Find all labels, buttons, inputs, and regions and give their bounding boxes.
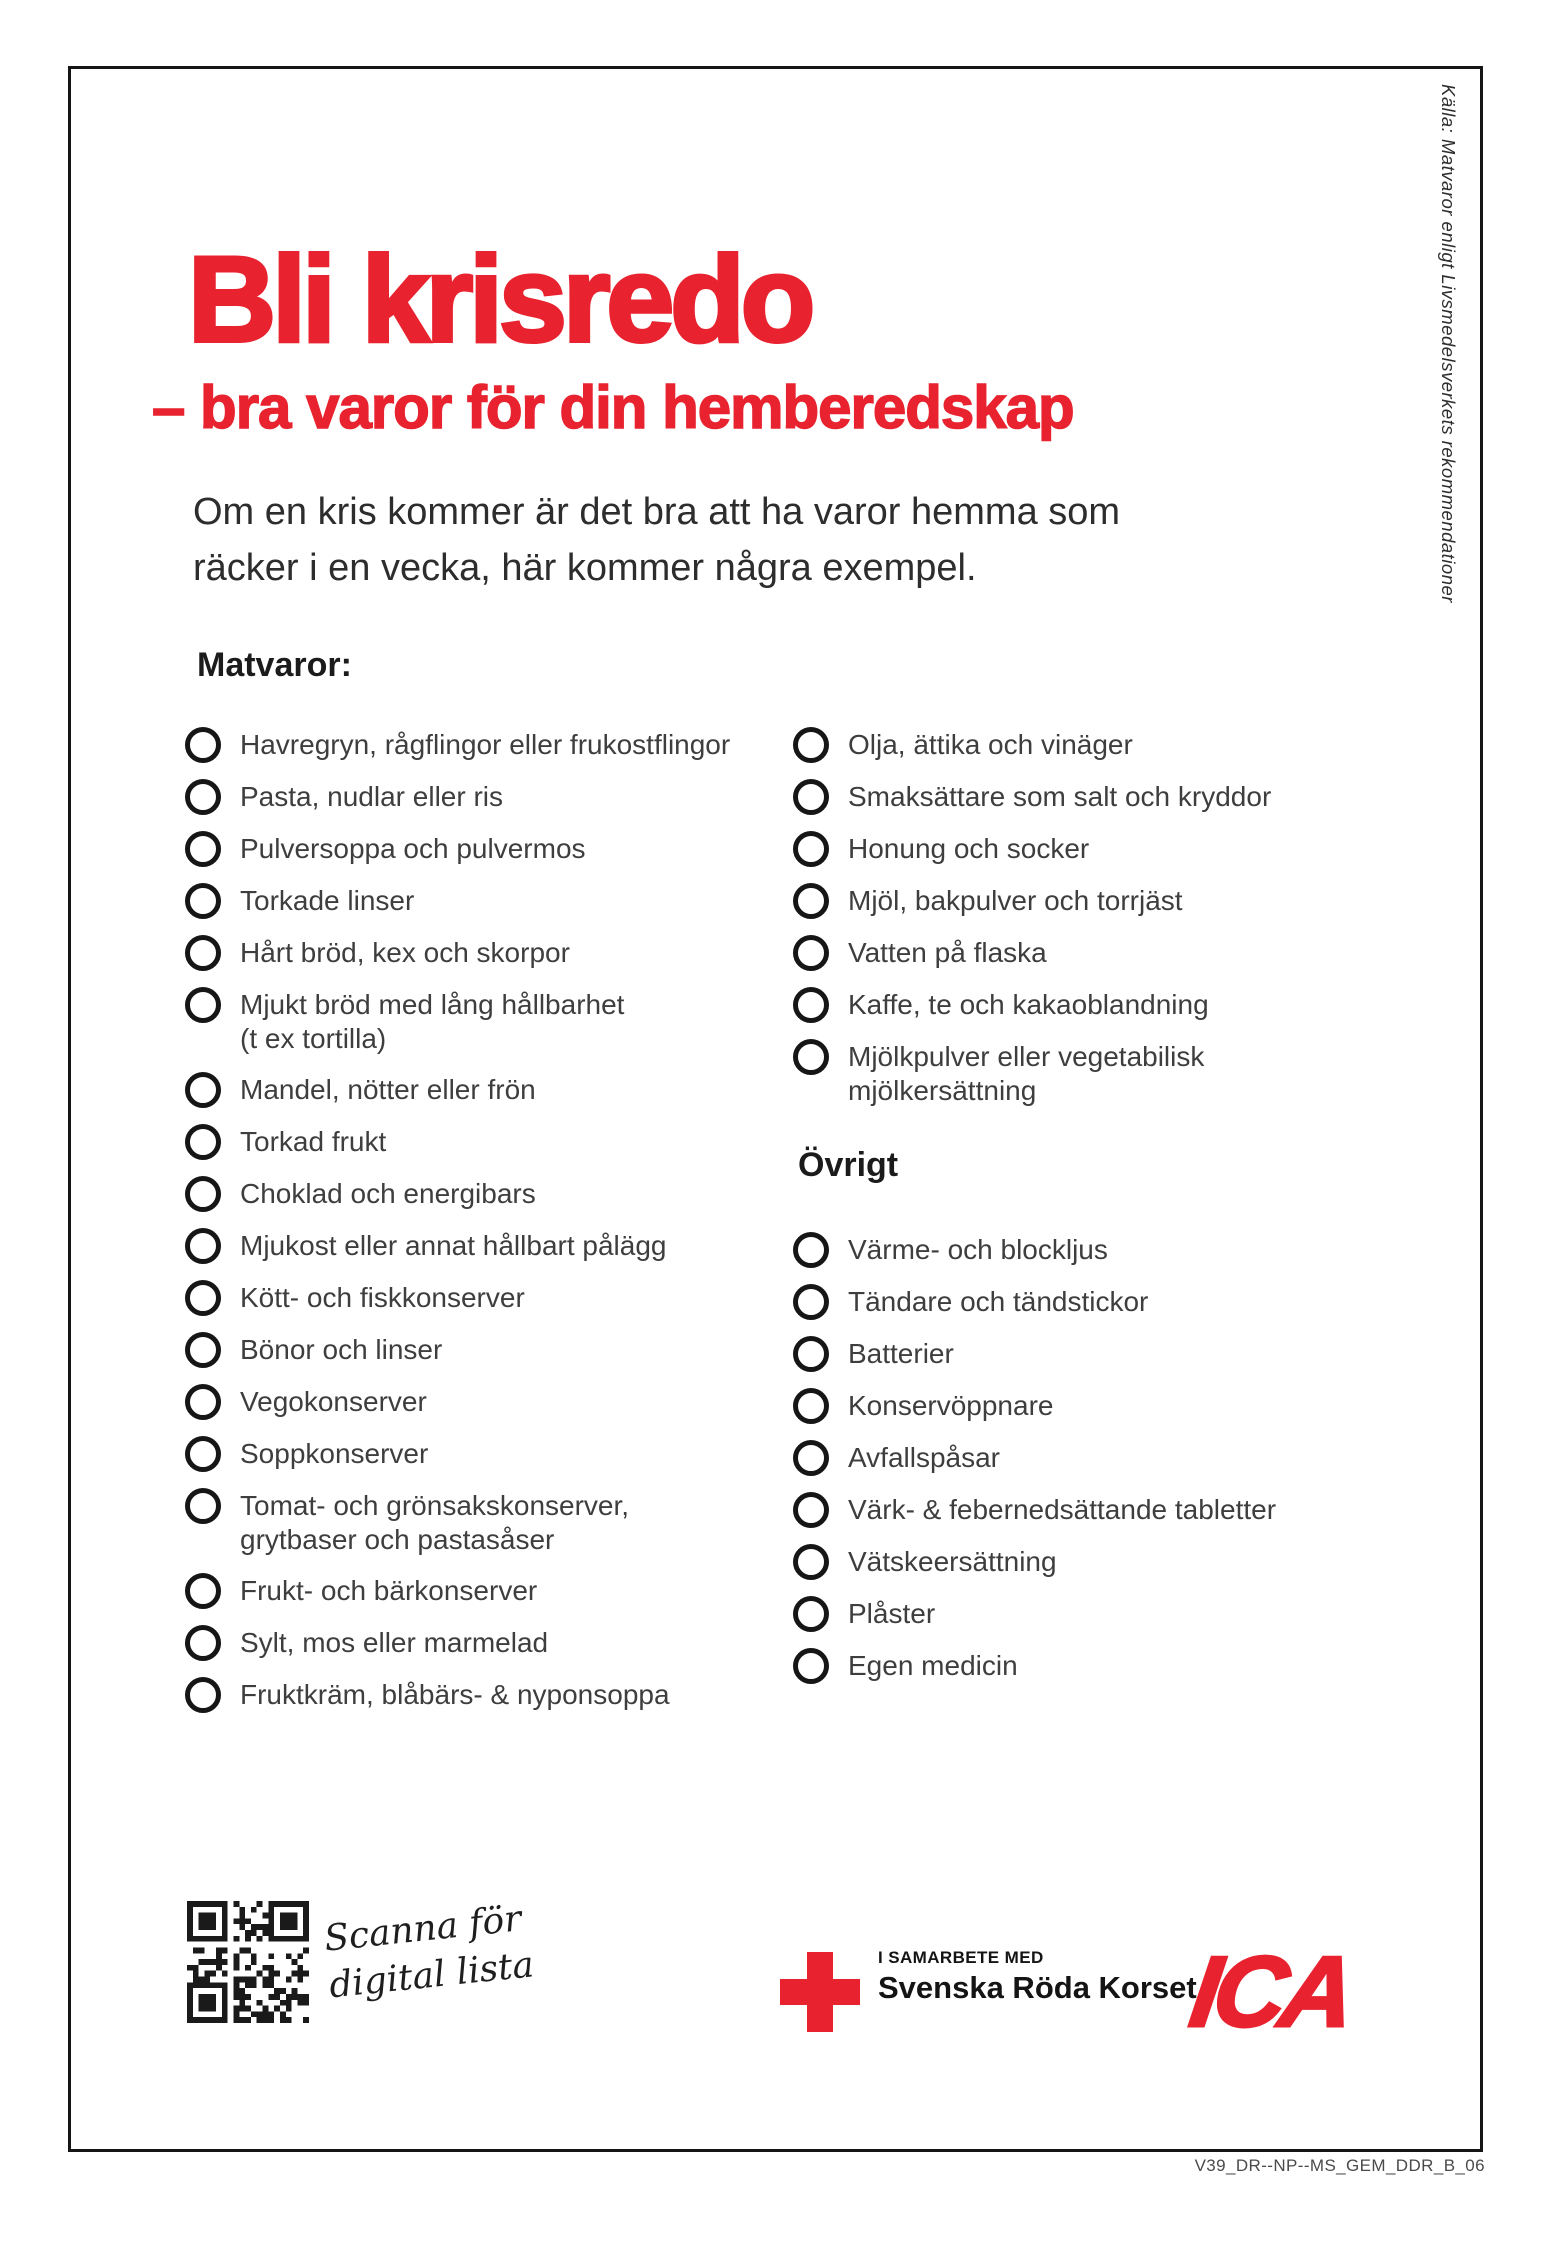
qr-scan-label-line1: Scanna för — [322, 1898, 524, 1960]
intro-text — [193, 484, 1120, 596]
checklist-item-label: Värme- och blockljus — [848, 1234, 1108, 1265]
checklist-item — [793, 1039, 1204, 1108]
checklist-item-label: Plåster — [848, 1598, 936, 1629]
checklist-item-label: Bönor och linser — [240, 1334, 443, 1365]
checklist-item-label: Sylt, mos eller marmelad — [240, 1627, 549, 1658]
checkbox-circle[interactable] — [185, 1280, 221, 1316]
checklist-item — [185, 1228, 666, 1264]
checklist-item — [185, 1384, 427, 1420]
checklist-item-label: Vätskeersättning — [848, 1546, 1057, 1577]
checklist-item-label: Smaksättare som salt och kryddor — [848, 781, 1272, 812]
checklist-item — [793, 1648, 1018, 1684]
checklist-item-label: Kaffe, te och kakaoblandning — [848, 989, 1209, 1020]
checkbox-circle[interactable] — [185, 1072, 221, 1108]
checklist-item-label: Pulversoppa och pulvermos — [240, 833, 586, 864]
checklist-item — [185, 1072, 536, 1108]
checklist-item — [793, 1388, 1053, 1424]
checklist-item — [185, 1625, 548, 1661]
checklist-item-label: Havregryn, rågflingor eller frukostflingor — [240, 729, 731, 760]
checklist-item-label: Choklad och energibars — [240, 1178, 536, 1209]
checkbox-circle[interactable] — [793, 831, 829, 867]
checkbox-circle[interactable] — [793, 987, 829, 1023]
checklist-item-label: Mjöl, bakpulver och torrjäst — [848, 885, 1183, 916]
checkbox-circle[interactable] — [185, 935, 221, 971]
checklist-item — [185, 831, 586, 867]
checklist-item-label: Värk- & febernedsättande tabletter — [848, 1494, 1277, 1525]
checkbox-circle[interactable] — [793, 1232, 829, 1268]
checklist-item — [185, 1332, 442, 1368]
checkbox-circle[interactable] — [185, 727, 221, 763]
checkbox-circle[interactable] — [793, 1388, 829, 1424]
checklist-item-label: Vatten på flaska — [848, 937, 1047, 968]
ica-logo: ICA — [1184, 1936, 1358, 2048]
checklist-item-label: Olja, ättika och vinäger — [848, 729, 1133, 760]
source-note: Källa: Matvaror enligt Livsmedelsverkets rekommendationer — [1438, 84, 1459, 603]
partner-name: Svenska Röda Korset — [878, 1970, 1197, 2005]
checkbox-circle[interactable] — [793, 1284, 829, 1320]
checklist-item-label: Soppkonserver — [240, 1438, 429, 1469]
ovrigt-list — [793, 1232, 1433, 1700]
checkbox-circle[interactable] — [185, 1625, 221, 1661]
checklist-item — [793, 1492, 1276, 1528]
checklist-item-label: Mandel, nötter eller frön — [240, 1074, 536, 1105]
matvaror-list-col1 — [185, 727, 770, 1729]
checklist-item-label: Kött- och fiskkonserver — [240, 1282, 525, 1313]
checklist-item — [185, 1124, 386, 1160]
page-title: Bli krisredo — [188, 231, 812, 367]
checkbox-circle[interactable] — [185, 779, 221, 815]
checklist-item — [185, 1573, 537, 1609]
checkbox-circle[interactable] — [793, 779, 829, 815]
page-subtitle: – bra varor för din hemberedskap — [152, 374, 1074, 441]
checklist-item-label: Egen medicin — [848, 1650, 1018, 1681]
checkbox-circle[interactable] — [793, 727, 829, 763]
checklist-item — [793, 1440, 1000, 1476]
checklist-item — [185, 1176, 536, 1212]
checklist-item-label: Tomat- och grönsakskonserver, grytbaser och pastasåser — [240, 1490, 630, 1555]
checklist-item — [793, 883, 1183, 919]
checklist-item — [793, 1544, 1057, 1580]
checklist-item-label: Torkad frukt — [240, 1126, 387, 1157]
checkbox-circle[interactable] — [793, 1336, 829, 1372]
checklist-item — [793, 987, 1209, 1023]
checkbox-circle[interactable] — [185, 883, 221, 919]
checkbox-circle[interactable] — [185, 1228, 221, 1264]
partner-pre-label: I SAMARBETE MED — [878, 1948, 1044, 1967]
checkbox-circle[interactable] — [185, 1573, 221, 1609]
checklist-item — [185, 1488, 629, 1557]
checklist-item — [185, 779, 503, 815]
checklist-item — [185, 935, 570, 971]
checkbox-circle[interactable] — [185, 1677, 221, 1713]
checkbox-circle[interactable] — [185, 1176, 221, 1212]
checklist-item-label: Frukt- och bärkonserver — [240, 1575, 538, 1606]
checkbox-circle[interactable] — [185, 1384, 221, 1420]
qr-pattern — [187, 1901, 309, 2023]
checklist-item-label: Vegokonserver — [240, 1386, 427, 1417]
checklist-item-label: Hårt bröd, kex och skorpor — [240, 937, 570, 968]
qr-code — [187, 1901, 309, 2023]
checklist-item — [185, 727, 730, 763]
checklist-item — [185, 987, 624, 1056]
checkbox-circle[interactable] — [793, 1039, 829, 1075]
checkbox-circle[interactable] — [185, 1436, 221, 1472]
checklist-item — [793, 831, 1089, 867]
checklist-item-label: Mjukt bröd med lång hållbarhet (t ex tortilla) — [240, 989, 625, 1054]
red-cross-icon — [780, 1952, 860, 2032]
checkbox-circle[interactable] — [793, 1440, 829, 1476]
checkbox-circle[interactable] — [185, 1488, 221, 1524]
checkbox-circle[interactable] — [185, 1332, 221, 1368]
checklist-item-label: Mjukost eller annat hållbart pålägg — [240, 1230, 667, 1261]
checklist-item-label: Konservöppnare — [848, 1390, 1054, 1421]
matvaror-list-col2 — [793, 727, 1433, 1124]
checkbox-circle[interactable] — [793, 1596, 829, 1632]
checkbox-circle[interactable] — [793, 1492, 829, 1528]
section-heading-ovrigt: Övrigt — [798, 1146, 899, 1184]
checklist-item — [793, 1284, 1148, 1320]
checkbox-circle[interactable] — [793, 883, 829, 919]
checklist-item — [185, 1677, 670, 1713]
checklist-item-label: Tändare och tändstickor — [848, 1286, 1149, 1317]
checkbox-circle[interactable] — [185, 987, 221, 1023]
checkbox-circle[interactable] — [793, 1648, 829, 1684]
checklist-item-label: Honung och socker — [848, 833, 1090, 864]
checklist-item — [793, 1596, 935, 1632]
qr-scan-label-line2: digital lista — [327, 1944, 536, 2007]
checklist-item — [793, 779, 1271, 815]
checklist-item-label: Mjölkpulver eller vegetabilisk mjölkersättning — [848, 1041, 1205, 1106]
checklist-item-label: Pasta, nudlar eller ris — [240, 781, 504, 812]
checkbox-circle[interactable] — [793, 1544, 829, 1580]
checklist-item — [793, 935, 1047, 971]
checkbox-circle[interactable] — [793, 935, 829, 971]
section-heading-matvaror: Matvaror: — [197, 646, 352, 684]
intro-line-2: räcker i en vecka, här kommer några exempel. — [193, 547, 977, 589]
checklist-item — [185, 1436, 428, 1472]
checklist-item — [185, 883, 414, 919]
checkbox-circle[interactable] — [185, 831, 221, 867]
checklist-item-label: Fruktkräm, blåbärs- & nyponsoppa — [240, 1679, 670, 1710]
checklist-item-label: Torkade linser — [240, 885, 415, 916]
checklist-item-label: Batterier — [848, 1338, 954, 1369]
checkbox-circle[interactable] — [185, 1124, 221, 1160]
red-cross-horizontal-bar — [780, 1979, 860, 2005]
checklist-item — [793, 1232, 1108, 1268]
checklist-item-label: Avfallspåsar — [848, 1442, 1001, 1473]
checklist-item — [793, 1336, 954, 1372]
checklist-item — [185, 1280, 525, 1316]
footer-code: V39_DR--NP--MS_GEM_DDR_B_06 — [1194, 2156, 1485, 2175]
checklist-item — [793, 727, 1133, 763]
intro-line-1: Om en kris kommer är det bra att ha varor hemma som — [193, 491, 1121, 533]
